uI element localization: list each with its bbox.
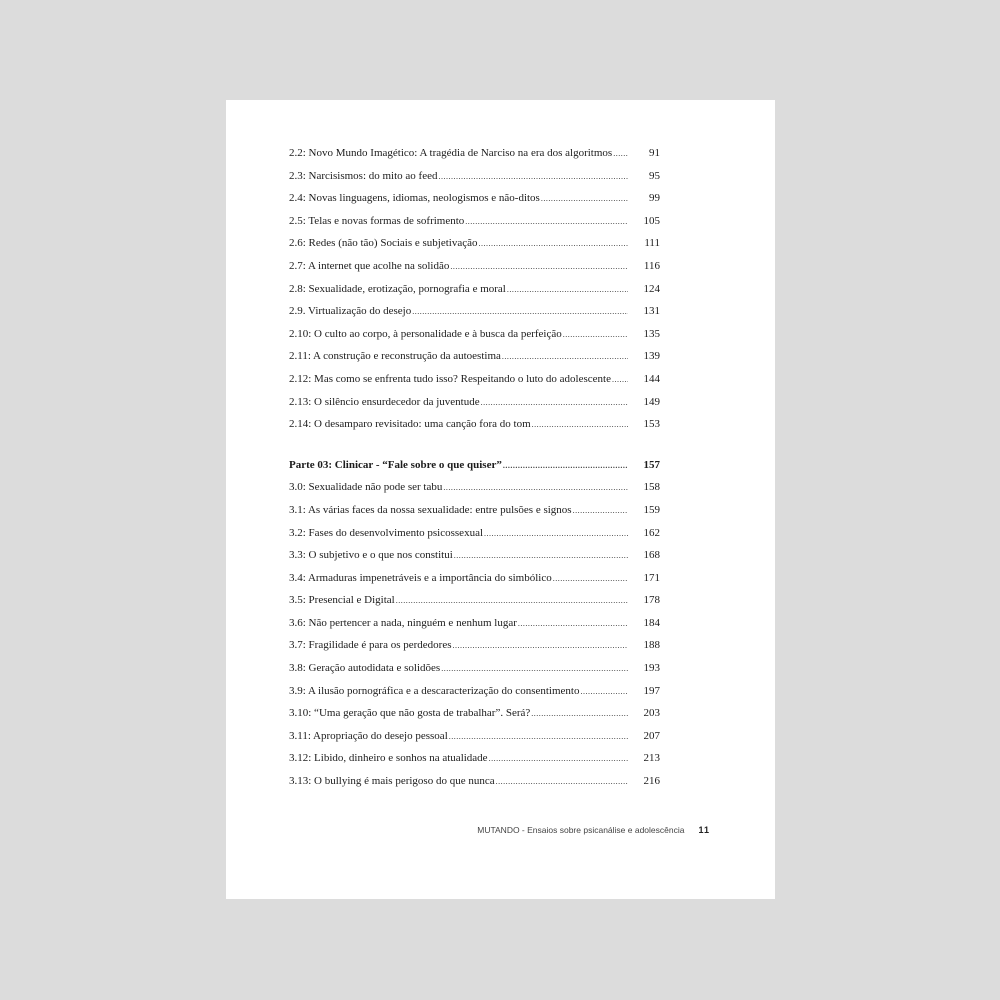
toc-entry-page: 99: [649, 192, 660, 205]
toc-entry: [289, 617, 660, 640]
toc-entry-page: 111: [644, 237, 660, 250]
dot-leader: [612, 375, 628, 384]
dot-leader: [518, 619, 628, 628]
toc-entry-page: 139: [643, 350, 660, 363]
toc-entry-page: 197: [643, 684, 660, 697]
toc-entry-title: 3.5: Presencial e Digital: [289, 594, 395, 607]
toc-entry: [289, 147, 660, 170]
toc-entry-title: 2.2: Novo Mundo Imagético: A tragédia de Narciso na era dos algoritmos: [289, 147, 613, 159]
toc-entry-title: 2.4: Novas linguagens, idiomas, neologismos e não-ditos: [289, 192, 540, 205]
toc-part-page: 157: [643, 458, 660, 471]
toc-entry-title: 2.8: Sexualidade, erotização, pornografia e moral: [289, 282, 506, 295]
toc-part-title: Parte 03: Clinicar - “Fale sobre o que quiser”: [289, 458, 502, 471]
toc-entry-title: 3.9: A ilusão pornográfica e a descaracterização do consentimento: [289, 684, 580, 697]
toc-entry: [289, 418, 660, 441]
toc-entry-title: 2.14: O desamparo revisitado: uma canção fora do tom: [289, 418, 531, 431]
dot-leader: [454, 551, 628, 560]
dot-leader: [502, 352, 628, 361]
dot-leader: [563, 330, 628, 339]
toc-entry-title: 2.6: Redes (não tão) Sociais e subjetivação: [289, 237, 478, 250]
toc-section-part-03: [289, 481, 660, 797]
toc-entry-title: 2.11: A construção e reconstrução da autoestima: [289, 350, 501, 363]
dot-leader: [478, 239, 628, 248]
toc-entry: [289, 237, 660, 260]
dot-leader: [465, 217, 628, 226]
toc-entry: [289, 752, 660, 775]
toc-entry-title: 2.13: O silêncio ensurdecedor da juventude: [289, 395, 480, 408]
dot-leader: [449, 732, 628, 741]
toc-entry: [289, 662, 660, 685]
toc-entry: [289, 328, 660, 351]
toc-entry-page: 207: [643, 729, 660, 742]
toc-entry-page: 188: [643, 639, 660, 652]
dot-leader: [580, 687, 628, 696]
toc-entry-page: 105: [643, 214, 660, 227]
dot-leader: [496, 777, 628, 786]
toc-entry: [289, 215, 660, 238]
dot-leader: [531, 709, 628, 718]
toc-entry-title: 3.13: O bullying é mais perigoso do que nunca: [289, 775, 495, 788]
toc-entry-page: 171: [643, 571, 660, 584]
dot-leader: [613, 149, 628, 158]
toc-entry: [289, 504, 660, 527]
dot-leader: [541, 194, 628, 203]
toc-entry-page: 116: [643, 259, 660, 272]
dot-leader: [532, 420, 628, 429]
toc-entry: [289, 396, 660, 419]
dot-leader: [481, 398, 628, 407]
dot-leader: [441, 664, 628, 673]
toc-entry-title: 3.1: As várias faces da nossa sexualidade: entre pulsões e signos: [289, 503, 572, 516]
toc-entry: [289, 170, 660, 193]
toc-entry-page: 131: [643, 305, 660, 318]
dot-leader: [489, 754, 628, 763]
toc-entry-title: 3.11: Apropriação do desejo pessoal: [289, 729, 448, 742]
toc-entry-page: 144: [643, 372, 660, 385]
toc-entry: [289, 549, 660, 572]
running-title: MUTANDO - Ensaios sobre psicanálise e adolescência: [477, 825, 685, 835]
toc-entry: [289, 775, 660, 798]
book-page: [226, 100, 775, 899]
toc-entry: [289, 481, 660, 504]
dot-leader: [438, 172, 628, 181]
dot-leader: [553, 574, 628, 583]
toc-entry: [289, 639, 660, 662]
toc-entry-title: 2.5: Telas e novas formas de sofrimento: [289, 214, 465, 227]
toc-entry: [289, 730, 660, 753]
toc-entry-page: 91: [649, 147, 660, 159]
toc-entry-page: 124: [643, 282, 660, 295]
toc-entry: [289, 527, 660, 550]
toc-entry-title: 3.10: “Uma geração que não gosta de trabalhar”. Será?: [289, 707, 531, 720]
toc-entry-title: 3.6: Não pertencer a nada, ninguém e nenhum lugar: [289, 616, 517, 629]
toc-entry: [289, 685, 660, 708]
toc-entry: [289, 594, 660, 617]
toc-entry-page: 159: [643, 503, 660, 516]
dot-leader: [484, 529, 628, 538]
toc-entry-page: 216: [643, 775, 660, 788]
dot-leader: [396, 596, 628, 605]
toc-entry-page: 213: [643, 752, 660, 765]
toc-entry-title: 3.4: Armaduras impenetráveis e a importância do simbólico: [289, 571, 552, 584]
toc-entry-page: 178: [643, 594, 660, 607]
toc-entry-page: 184: [643, 616, 660, 629]
toc-entry-title: 3.12: Libido, dinheiro e sonhos na atualidade: [289, 752, 488, 765]
dot-leader: [573, 506, 628, 515]
toc-part-heading: [289, 459, 660, 482]
toc-entry-page: 158: [643, 481, 660, 494]
section-gap: [289, 441, 660, 459]
toc-entry-page: 135: [643, 327, 660, 340]
toc-entry: [289, 350, 660, 373]
toc-entry-page: 162: [643, 526, 660, 539]
toc-section-part-02: [289, 147, 660, 441]
toc-entry-title: 2.10: O culto ao corpo, à personalidade e à busca da perfeição: [289, 327, 562, 340]
dot-leader: [443, 483, 628, 492]
toc-entry: [289, 260, 660, 283]
dot-leader: [412, 307, 628, 316]
toc-entry-page: 193: [643, 662, 660, 675]
toc-entry-title: 2.9. Virtualização do desejo: [289, 305, 412, 318]
dot-leader: [453, 641, 629, 650]
toc-entry: [289, 192, 660, 215]
toc-entry-title: 2.12: Mas como se enfrenta tudo isso? Respeitando o luto do adolescente: [289, 372, 611, 385]
toc-entry-title: 3.3: O subjetivo e o que nos constitui: [289, 549, 453, 562]
toc-entry: [289, 373, 660, 396]
toc-entry-title: 2.3: Narcisismos: do mito ao feed: [289, 169, 438, 182]
toc-entry-page: 153: [643, 418, 660, 431]
toc-entry-title: 2.7: A internet que acolhe na solidão: [289, 259, 450, 272]
dot-leader: [450, 262, 628, 271]
page-footer: [226, 825, 710, 835]
toc-entry: [289, 305, 660, 328]
dot-leader: [503, 461, 628, 470]
toc-entry-title: 3.7: Fragilidade é para os perdedores: [289, 639, 452, 652]
table-of-contents: [289, 147, 660, 798]
toc-entry-page: 149: [643, 395, 660, 408]
toc-entry-title: 3.2: Fases do desenvolvimento psicossexual: [289, 526, 484, 539]
dot-leader: [507, 285, 628, 294]
toc-entry-page: 203: [643, 707, 660, 720]
toc-entry: [289, 707, 660, 730]
toc-entry: [289, 283, 660, 306]
toc-entry-page: 168: [643, 549, 660, 562]
toc-entry: [289, 572, 660, 595]
page-number: 11: [698, 825, 710, 835]
toc-entry-title: 3.8: Geração autodidata e solidões: [289, 662, 441, 675]
toc-entry-page: 95: [649, 169, 660, 182]
toc-entry-title: 3.0: Sexualidade não pode ser tabu: [289, 481, 443, 494]
